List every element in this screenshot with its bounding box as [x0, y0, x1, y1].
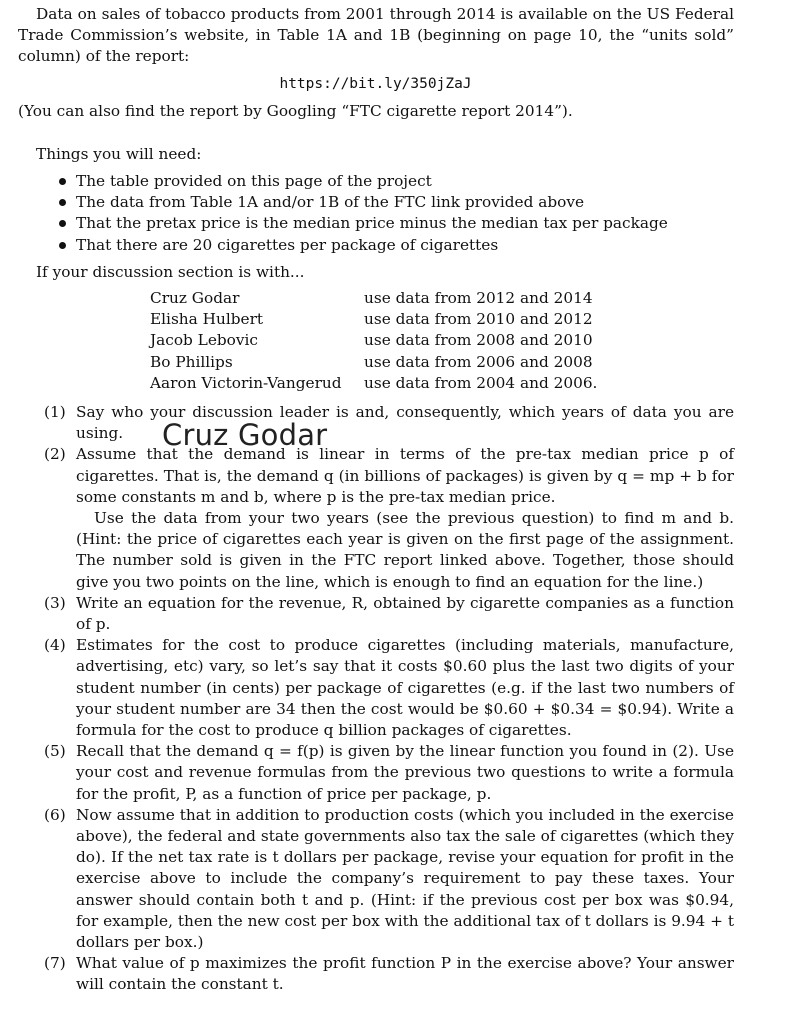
question-number: (5) — [44, 742, 66, 761]
question-text: Now assume that in addition to production costs (which you included in the exercise above), the federal and state governments also tax the sale of cigarettes (which they do). If the net tax rate is t dollars per package, revise your equation for profit in the exercise above to include the company’s requirement to pay these taxes. Your answer should contain both t and p. (Hint: if the previous cost per box was $0.94, for example, then the new cost per box with the additional tax of t dollars is 9.94 + t dollars per box.) — [76, 805, 734, 952]
handwritten-answer: Cruz Godar — [162, 418, 328, 452]
also-note: (You can also find the report by Googling “FTC cigarette report 2014”). — [18, 102, 573, 120]
question-7 — [44, 953, 734, 995]
leader-row — [150, 373, 597, 394]
leader-name: Cruz Godar — [150, 289, 240, 307]
leader-name: Jacob Lebovic — [150, 331, 258, 350]
leader-years: use data from 2006 and 2008 — [364, 352, 593, 371]
question-4 — [44, 635, 734, 741]
question-number: (4) — [44, 636, 66, 655]
report-link[interactable]: https://bit.ly/350jZaJ — [279, 76, 472, 92]
question-number: (3) — [44, 593, 66, 612]
leader-row — [150, 288, 597, 309]
question-text: What value of p maximizes the profit function P in the exercise above? Your answer will contain the constant t. — [76, 954, 734, 994]
question-5 — [44, 741, 734, 805]
leader-years: use data from 2008 and 2010 — [364, 331, 593, 350]
needs-item: The table provided on this page of the project — [56, 171, 668, 192]
leader-years: use data from 2004 and 2006. — [364, 373, 598, 392]
question-1 — [44, 402, 734, 444]
needs-item: The data from Table 1A and/or 1B of the FTC link provided above — [56, 192, 668, 213]
question-text: Recall that the demand q = f(p) is given by the linear function you found in (2). Use your cost and revenue formulas from the previous two questions to write a formula for the profit, P, as a function of price per package, p. — [76, 742, 734, 803]
needs-item: That there are 20 cigarettes per package of cigarettes — [56, 235, 668, 256]
leader-row — [150, 309, 597, 330]
intro-paragraph: Data on sales of tobacco products from 2001 through 2014 is available on the US Federal Trade Commission’s website, in Table 1A and 1B (beginning on page 10, the “units sold” column) of the report: — [18, 5, 734, 66]
leader-name: Aaron Victorin-Vangerud — [150, 373, 342, 392]
question-text: Assume that the demand is linear in terms of the pre-tax median price p of cigarettes. That is, the demand q (in billions of packages) is given by q = mp + b for some constants m and b, where p is the pre-tax median price. — [76, 445, 734, 506]
question-number: (2) — [44, 445, 66, 464]
leader-row — [150, 330, 597, 351]
question-text: Write an equation for the revenue, R, obtained by cigarette companies as a function of p. — [76, 593, 734, 634]
needs-item: That the pretax price is the median price minus the median tax per package — [56, 213, 668, 234]
discussion-heading: If your discussion section is with... — [36, 263, 305, 281]
question-3 — [44, 593, 734, 635]
question-2 — [44, 444, 734, 592]
question-text: Say who your discussion leader is and, consequently, which years of data you are using. — [76, 403, 734, 443]
leader-table — [150, 288, 597, 394]
leader-name: Elisha Hulbert — [150, 310, 264, 329]
leader-name: Bo Phillips — [150, 352, 233, 371]
question-number: (1) — [44, 403, 66, 421]
leader-row — [150, 352, 597, 373]
needs-list — [56, 171, 668, 256]
question-text-continued: Use the data from your two years (see the previous question) to find m and b. (Hint: the price of cigarettes each year is given on the first page of the assignment. The number sold is given in the FTC report linked above. Together, those should give you two points on the line, which is enough to find an equation for the line.) — [76, 509, 734, 591]
question-number: (6) — [44, 805, 66, 824]
question-6 — [44, 805, 734, 953]
leader-years: use data from 2010 and 2012 — [364, 310, 593, 329]
needs-heading: Things you will need: — [36, 145, 202, 163]
question-list — [44, 402, 734, 996]
leader-years: use data from 2012 and 2014 — [364, 289, 593, 307]
question-number: (7) — [44, 954, 66, 973]
question-text: Estimates for the cost to produce cigarettes (including materials, manufacture, advertising, etc) vary, so let’s say that it costs $0.60 plus the last two digits of your student number (in cents) per package of cigarettes (e.g. if the last two numbers of your student number are 34 then the cost would be $0.60 + $0.34 = $0.94). Write a formula for the cost to produce q billion packages of cigarettes. — [76, 636, 734, 740]
